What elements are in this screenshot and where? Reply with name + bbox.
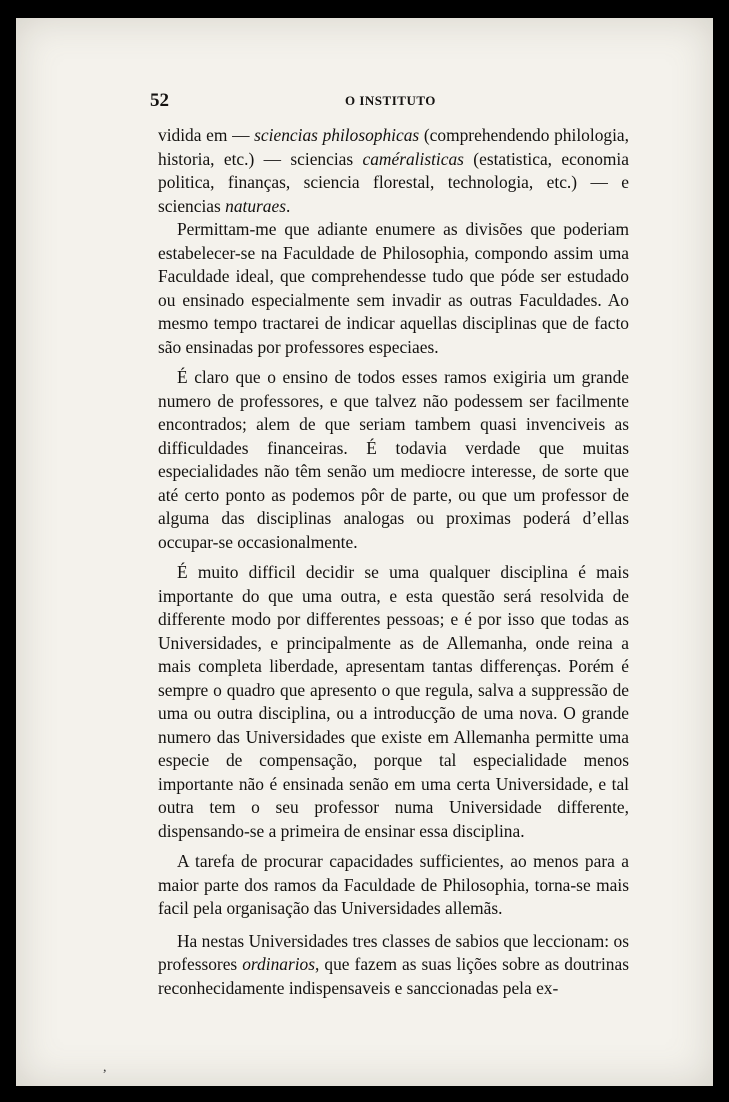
body-text: [158, 124, 629, 1000]
italic-term: ordinarios: [242, 954, 316, 974]
text-run: (comprehendendo philologia, historia, etc.) — sciencias: [158, 125, 629, 169]
text-run: Permittam-me que adiante enumere as divisões que poderiam estabelecer-se na Faculdade de Philosophia, compondo assim uma Faculdade ideal, que comprehendesse tudo que póde ser estudado ou ensinado especialmente sem invadir as outras Faculdades. Ao mesmo tempo tractarei de indicar aquellas disciplinas que de facto são ensinadas por professores especiaes.: [158, 219, 629, 357]
paragraph-2: [158, 218, 629, 359]
text-run: .: [286, 195, 291, 216]
stray-mark: ,: [103, 1060, 107, 1075]
text-run: É claro que o ensino de todos esses ramos exigiria um grande numero de professores, e que talvez não podessem ser facilmente encontrados; alem de que seriam tambem quasi invenciveis as difficuldades financeiras. É todavia verdade que muitas especialidades não têm senão um mediocre interesse, de sorte que até certo ponto as podemos pôr de parte, ou que um professor de alguma das disciplinas analogas ou proximas poderá d’ellas occupar-se occasionalmente.: [158, 367, 629, 552]
text-run: É muito difficil decidir se uma qualquer disciplina é mais importante do que uma outra, e esta questão será resolvida de differente modo por differentes pessoas; e é por isso que todas as Universidades, e principalmente as de Allemanha, onde reina a mais completa liberdade, apresentam tantas differenças. Porém é sempre o quadro que apresento o que regula, salva a suppressão de uma ou outra disciplina, ou a introducção de uma nova. O grande numero das Universidades que existe em Allemanha permitte uma especie de compensação, porque tal especialidade menos importante não é ensinada senão em uma certa Universidade, e tal outra tem o seu professor numa Universidade differente, dispensando-se a primeira de ensinar essa disciplina.: [158, 562, 629, 841]
paragraph-6: [158, 930, 629, 1001]
paragraph-3: [158, 366, 629, 554]
paragraph-1: [158, 124, 629, 218]
text-run: vidida em —: [158, 125, 255, 145]
running-title: O INSTITUTO: [345, 93, 436, 108]
text-run: A tarefa de procurar capacidades sufficientes, ao menos para a maior parte dos ramos da Faculdade de Philosophia, torna-se mais facil pela organisação das Universidades allemãs.: [158, 851, 629, 918]
text-run: (estatistica, economia politica, finanças, sciencia florestal, technologia, etc.) — e sciencias: [158, 148, 629, 216]
italic-term: caméralisticas: [362, 148, 464, 169]
text-run: , que fazem as suas lições sobre as doutrinas reconhecidamente indispensaveis e sanccionadas pela ex-: [158, 954, 629, 998]
paragraph-5: [158, 850, 629, 921]
page-number: 52: [150, 90, 169, 111]
italic-term: naturaes: [225, 195, 286, 216]
paragraph-4: [158, 561, 629, 843]
italic-term: sciencias philosophicas: [254, 125, 420, 145]
text-run: Ha nestas Universidades tres classes de sabios que leccionam: os professores: [158, 930, 629, 974]
